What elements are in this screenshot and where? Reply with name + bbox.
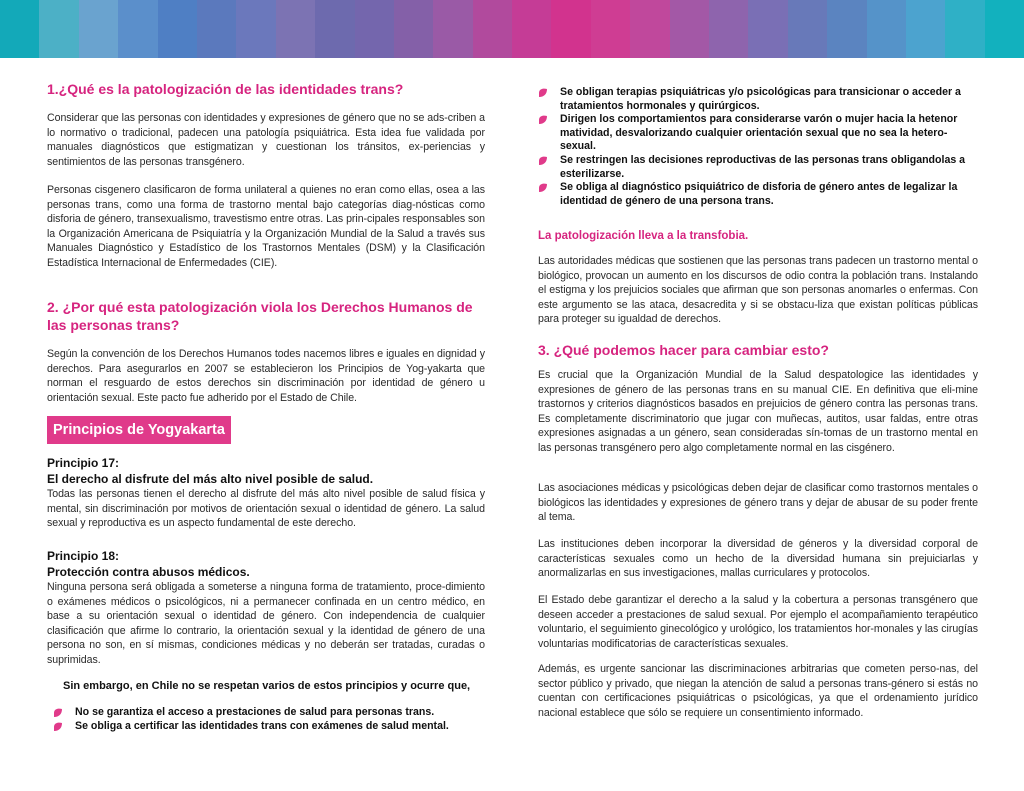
question-3-paragraph-5: Además, es urgente sancionar las discriminaciones arbitrarias que cometen perso-nas, del sector público y privado, que niegan la atención de salud a personas trans-género si estás no cuentan con certificaciones psiquiátricas o psicológicas, ya que el ordenamiento jurídico nacional establece que sólo se requiere un consentimiento informado.: [538, 663, 978, 719]
stripe-segment: [709, 0, 748, 58]
pink-leaf-bullet-icon: [538, 115, 548, 125]
stripe-segment: [867, 0, 906, 58]
stripe-segment: [591, 0, 630, 58]
list-item: No se garantiza el acceso a prestaciones de salud para personas trans.: [53, 706, 485, 720]
stripe-segment: [788, 0, 827, 58]
header-color-stripe: [0, 0, 1024, 58]
list-item: Se obliga a certificar las identidades trans con exámenes de salud mental.: [53, 720, 485, 734]
principle-18-text: Ninguna persona será obligada a someterse a ninguna forma de tratamiento, proce-dimiento o exámenes médicos o psicológicos, ni a permanecer confinada en un centro médico, en base a su orientación sexual o identidad de género. Con independencia de cualquier clasificación que afirme lo contrario, la orientación sexual y la identidad de género de una persona no son, en sí mismas, condiciones médicas y no deberán ser tratadas, curadas o suprimidas.: [47, 581, 485, 666]
stripe-segment: [158, 0, 197, 58]
stripe-segment: [39, 0, 78, 58]
principle-18-subtitle: Protección contra abusos médicos.: [47, 565, 250, 579]
stripe-segment: [118, 0, 157, 58]
list-item: Dirigen los comportamientos para considerarse varón o mujer hacia la hetenor matividad, desvalorizando cualquier orientación sexual que no sea la hetero-sexual.: [538, 113, 978, 154]
stripe-segment: [0, 0, 39, 58]
chile-note: Sin embargo, en Chile no se respetan varios de estos principios y ocurre que,: [63, 680, 471, 692]
pink-leaf-bullet-icon: [53, 722, 63, 732]
question-3-paragraph-3: Las instituciones deben incorporar la diversidad de géneros y la diversidad corporal de características sexuales como un hecho de la diversidad humana sin prejuiciarlas y anormalizarlas en sus investigaciones, mallas curriculares y protocolos.: [538, 538, 978, 580]
question-3-paragraph-2: Las asociaciones médicas y psicológicas deben dejar de clasificar como trastornos mentales o biológicos las identidades y expresiones de género trans y dejar de abusar de su poder frente al tema.: [538, 482, 978, 524]
principle-18-title: Principio 18:: [47, 549, 120, 563]
stripe-segment: [394, 0, 433, 58]
pink-leaf-bullet-icon: [538, 156, 548, 166]
question-3-paragraph-1: Es crucial que la Organización Mundial de la Salud despatologice las identidades y expresiones de género de las personas trans en su manual CIE. En definitiva que eli-mine trastornos y criterios diagnósticos basados en prejuicios de género contra las personas trans. Es completamente discriminatorio que jugar con muñecas, autitos, usar faldas, entre otras expresiones asignadas a un género, sean consideradas sín-tomas de un trastorno mental en las personas transgénero pero algo completamente normal en las cisgénero.: [538, 369, 978, 454]
question-1-title: 1.¿Qué es la patologización de las identidades trans?: [47, 81, 404, 97]
stripe-segment: [985, 0, 1024, 58]
stripe-segment: [670, 0, 709, 58]
stripe-segment: [945, 0, 984, 58]
list-item: Se obliga al diagnóstico psiquiátrico de disforia de género antes de legalizar la identidad de género de una persona trans.: [538, 181, 978, 208]
list-item: Se obligan terapias psiquiátricas y/o psicológicas para transicionar o acceder a tratamientos hormonales y quirúrgicos.: [538, 86, 978, 113]
question-2-title: 2. ¿Por qué esta patologización viola los Derechos Humanos de las personas trans?: [47, 299, 473, 333]
stripe-segment: [512, 0, 551, 58]
stripe-segment: [276, 0, 315, 58]
pink-leaf-bullet-icon: [538, 88, 548, 98]
principle-17-title: Principio 17:: [47, 456, 120, 470]
principle-17-subtitle: El derecho al disfrute del más alto nivel posible de salud.: [47, 472, 374, 486]
pink-leaf-bullet-icon: [538, 183, 548, 193]
transfobia-title: La patologización lleva a la transfobia.: [538, 230, 749, 242]
stripe-segment: [355, 0, 394, 58]
stripe-segment: [473, 0, 512, 58]
stripe-segment: [906, 0, 945, 58]
yogyakarta-banner: Principios de Yogyakarta: [47, 416, 231, 444]
stripe-segment: [197, 0, 236, 58]
stripe-segment: [827, 0, 866, 58]
question-1-paragraph-1: Considerar que las personas con identidades y expresiones de género que no se ads-criben a lo normativo o tradicional, padecen una patología psiquiátrica. Esta idea fue validada por manuales diagnósticos que estigmatizan y cuestionan los tránsitos, ex-periencias y sentimientos de las personas transgénero.: [47, 112, 485, 168]
question-3-paragraph-4: El Estado debe garantizar el derecho a la salud y la cobertura a personas transgénero que deseen acceder a prestaciones de salud sexual. Por ejemplo el acompañamiento terapéutico voluntario, el seguimiento ginecológico y urológico, los tratamientos hor-monales y las cirugías voluntarias modificatorias de características sexuales.: [538, 594, 978, 650]
stripe-segment: [551, 0, 590, 58]
stripe-segment: [315, 0, 354, 58]
stripe-segment: [236, 0, 275, 58]
question-1-paragraph-2: Personas cisgenero clasificaron de forma unilateral a quienes no eran como ellas, osea a las personas trans, como una forma de trastorno mental bajo categorías diag-nósticas como disforia de género, transexualismo, travestismo entre otras. Las prin-cipales responsables son la Organización Americana de Psiquiatría y la Organización Mundial de la Salud a través sus Manuales Diagnóstico y Estadístico de los Trastornos Mentales (DSM) y la Clasificación Estadística Internacional de Enfermedades (CIE).: [47, 184, 485, 269]
question-2-paragraph: Según la convención de los Derechos Humanos todes nacemos libres e iguales en dignidad y derechos. Para asegurarlos en 2007 se establecieron los Principios de Yog-yakarta que norman el resguardo de estos derechos sin discriminación por identidad de género u orientación sexual. Este pacto fue adherido por el Estado de Chile.: [47, 348, 485, 404]
stripe-segment: [630, 0, 669, 58]
list-item: Se restringen las decisiones reproductivas de las personas trans obligandolas a esterilizarse.: [538, 154, 978, 181]
left-bullet-list: [53, 706, 485, 733]
stripe-segment: [433, 0, 472, 58]
right-bullet-list: [538, 86, 978, 208]
transfobia-paragraph: Las autoridades médicas que sostienen que las personas trans padecen un trastorno mental o biológico, provocan un aumento en los discursos de odio contra la población trans. Instalando el estigma y los prejuicios sociales que afirman que son personas anomarles o enfermas. Con este argumento se las ataca, desacredita y si se obstacu-liza que existan políticas públicas para proteger su igualdad de derechos.: [538, 255, 978, 326]
principle-17-text: Todas las personas tienen el derecho al disfrute del más alto nivel posible de salud física y mental, sin discriminación por motivos de orientación sexual o identidad de género. La salud sexual y reproductiva es un aspecto fundamental de este derecho.: [47, 488, 485, 530]
pink-leaf-bullet-icon: [53, 708, 63, 718]
stripe-segment: [748, 0, 787, 58]
question-3-title: 3. ¿Qué podemos hacer para cambiar esto?: [538, 342, 829, 358]
stripe-segment: [79, 0, 118, 58]
